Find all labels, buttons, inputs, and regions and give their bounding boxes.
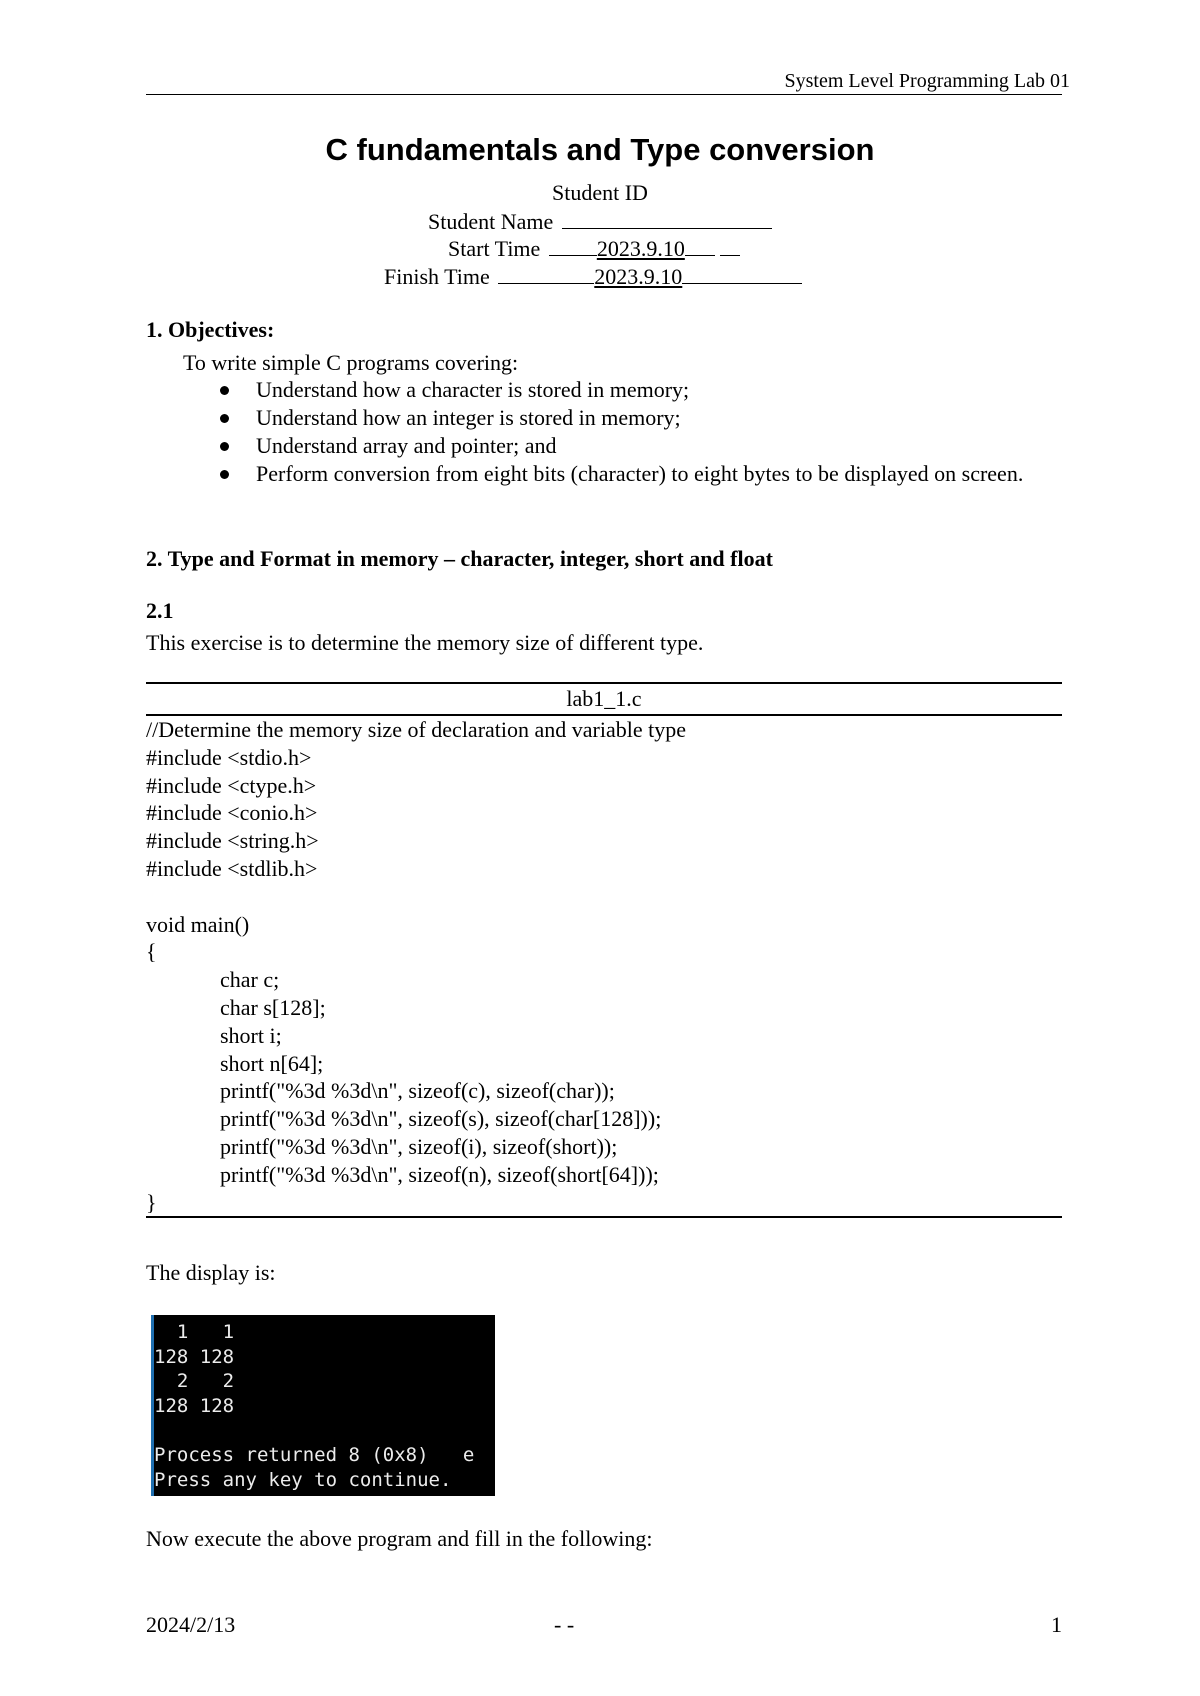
student-id-label: Student ID — [552, 180, 648, 205]
section2-heading: 2. Type and Format in memory – character, integer, short and float — [146, 546, 773, 571]
code-bottom-rule — [146, 1216, 1062, 1218]
finish-time-blank-right — [682, 263, 802, 284]
code-line: printf("%3d %3d\n", sizeof(n), sizeof(short[64])); — [220, 1161, 659, 1187]
code-line — [146, 883, 1062, 911]
display-label: The display is: — [146, 1260, 276, 1285]
console-line: 1 1 — [154, 1321, 235, 1343]
code-filename: lab1_1.c — [566, 686, 642, 711]
start-time-blank-mid — [685, 235, 715, 256]
objectives-list — [220, 376, 1062, 488]
code-line: char c; — [220, 967, 280, 993]
console-output-screenshot — [151, 1315, 495, 1496]
start-time-field — [448, 235, 740, 262]
console-line: 128 128 — [154, 1345, 235, 1368]
objective-text: Understand how an integer is stored in memory; — [256, 405, 681, 430]
objective-text: Understand how a character is stored in memory; — [256, 377, 690, 402]
code-line: #include <string.h> — [146, 828, 319, 854]
start-time-label: Start Time — [448, 236, 541, 261]
objective-item — [220, 432, 1062, 460]
page-number: 1 — [1051, 1612, 1062, 1637]
objective-text: Understand array and pointer; and — [256, 433, 557, 458]
objective-text: Perform conversion from eight bits (character) to eight bytes to be displayed on screen. — [256, 461, 1024, 486]
objective-item — [220, 376, 1062, 404]
bullet-icon — [220, 414, 229, 423]
section2-1-description: This exercise is to determine the memory size of different type. — [146, 630, 704, 655]
start-time-value[interactable]: 2023.9.10 — [596, 236, 685, 261]
code-listing — [146, 682, 1062, 1218]
code-line: { — [146, 939, 157, 965]
document-title: C fundamentals and Type conversion — [325, 132, 875, 167]
code-body — [146, 716, 1062, 1216]
student-name-blank[interactable] — [562, 208, 772, 229]
objective-item — [220, 404, 1062, 432]
bullet-icon — [220, 442, 229, 451]
code-line: #include <conio.h> — [146, 800, 318, 826]
objective-item — [220, 460, 1062, 488]
running-header: System Level Programming Lab 01 — [784, 70, 1070, 92]
student-name-label: Student Name — [428, 209, 554, 234]
code-line: #include <stdlib.h> — [146, 855, 318, 881]
objectives-intro: To write simple C programs covering: — [183, 350, 519, 375]
header-divider — [146, 94, 1062, 95]
objectives-heading: 1. Objectives: — [146, 317, 275, 342]
console-line: 2 2 — [154, 1370, 235, 1393]
start-time-blank-right — [720, 235, 740, 256]
code-line: void main() — [146, 911, 250, 937]
footer-date: 2024/2/13 — [146, 1612, 236, 1637]
code-line: printf("%3d %3d\n", sizeof(i), sizeof(short)); — [220, 1133, 618, 1159]
code-line: } — [146, 1189, 157, 1215]
code-line: short n[64]; — [220, 1050, 324, 1076]
code-line: #include <ctype.h> — [146, 772, 317, 798]
code-line: printf("%3d %3d\n", sizeof(s), sizeof(char[128])); — [220, 1106, 662, 1132]
code-line: printf("%3d %3d\n", sizeof(c), sizeof(char)); — [220, 1078, 615, 1104]
code-line: short i; — [220, 1022, 282, 1048]
student-name-field — [428, 208, 772, 235]
bullet-icon — [220, 386, 229, 395]
bullet-icon — [220, 470, 229, 479]
code-line: #include <stdio.h> — [146, 744, 312, 770]
console-line: Press any key to continue. — [154, 1468, 452, 1491]
console-line: Process returned 8 (0x8) e — [154, 1443, 475, 1466]
code-line: //Determine the memory size of declaration and variable type — [146, 717, 686, 742]
finish-time-value[interactable]: 2023.9.10 — [594, 264, 683, 289]
code-line: char s[128]; — [220, 994, 326, 1020]
console-line: 128 128 — [154, 1394, 235, 1417]
start-time-blank-left — [549, 235, 597, 256]
instruction-text: Now execute the above program and fill in the following: — [146, 1526, 653, 1551]
finish-time-blank-left — [498, 263, 594, 284]
finish-time-label: Finish Time — [384, 264, 490, 289]
section2-1-heading: 2.1 — [146, 598, 174, 623]
console-line — [154, 1418, 495, 1443]
finish-time-field — [384, 263, 802, 290]
footer-center: - - — [554, 1612, 575, 1637]
